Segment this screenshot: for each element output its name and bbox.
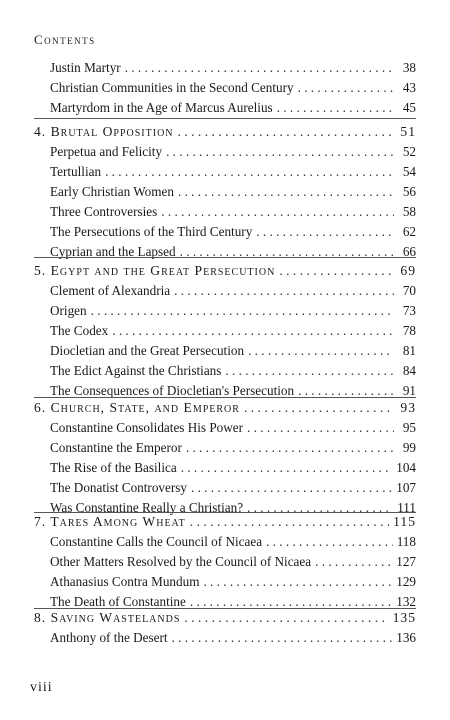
toc-entry-page: 56 xyxy=(402,184,416,199)
toc-chapter-4 xyxy=(34,122,416,262)
dot-leader xyxy=(190,512,389,532)
toc-entry-page: 132 xyxy=(396,594,416,609)
toc-entry-page: 99 xyxy=(402,440,416,455)
toc-chapter-8 xyxy=(34,604,416,648)
toc-entry xyxy=(34,458,416,478)
toc-entry-page: 78 xyxy=(402,323,416,338)
dot-leader xyxy=(178,182,394,202)
dot-leader xyxy=(91,301,394,321)
toc-entry-page: 91 xyxy=(402,383,416,398)
toc-entry-title: Tertullian xyxy=(50,164,102,179)
toc-entry xyxy=(34,162,416,182)
toc-entry-title: Three Controversies xyxy=(50,204,158,219)
dot-leader xyxy=(172,628,393,648)
chapter-page: 93 xyxy=(400,400,416,415)
toc-entry-title: Was Constantine Really a Christian? xyxy=(50,500,244,515)
toc-entry-page: 54 xyxy=(402,164,416,179)
dot-leader xyxy=(266,532,393,552)
chapter-title: 4. Brutal Opposition xyxy=(34,124,174,139)
toc-entry-page: 118 xyxy=(396,534,416,549)
running-head: Contents xyxy=(34,32,96,47)
toc-entry-title: Origen xyxy=(50,303,87,318)
toc-entry-page: 45 xyxy=(402,100,416,115)
dot-leader xyxy=(186,438,394,458)
toc-entry-title: Martyrdom in the Age of Marcus Aurelius xyxy=(50,100,273,115)
toc-entry-page: 70 xyxy=(402,283,416,298)
toc-entry-page: 84 xyxy=(402,363,416,378)
dot-leader xyxy=(178,122,394,142)
toc-entry-title: The Codex xyxy=(50,323,109,338)
toc-entry-page: 136 xyxy=(396,630,416,645)
toc-entry xyxy=(34,78,416,98)
toc-entry xyxy=(34,222,416,242)
toc-entry-title: The Persecutions of the Third Century xyxy=(50,224,253,239)
toc-section-continued xyxy=(34,58,416,118)
toc-entry-page: 111 xyxy=(397,500,416,515)
toc-chapter-heading xyxy=(34,512,416,532)
chapter-title: 8. Saving Wastelands xyxy=(34,610,181,625)
toc-entry xyxy=(34,98,416,118)
dot-leader xyxy=(279,261,394,281)
chapter-page: 135 xyxy=(392,610,416,625)
chapter-title: 6. Church, State, and Emperor xyxy=(34,400,240,415)
dot-leader xyxy=(105,162,394,182)
toc-entry xyxy=(34,418,416,438)
dot-leader xyxy=(125,58,394,78)
toc-entry-title: Diocletian and the Great Persecution xyxy=(50,343,245,358)
dot-leader xyxy=(244,398,394,418)
toc-entry xyxy=(34,242,416,262)
toc-entry-page: 58 xyxy=(402,204,416,219)
toc-entry xyxy=(34,572,416,592)
dot-leader xyxy=(247,418,394,438)
toc-entry xyxy=(34,552,416,572)
toc-entry xyxy=(34,478,416,498)
chapter-page: 51 xyxy=(400,124,416,139)
toc-entry-title: Other Matters Resolved by the Council of Nicaea xyxy=(50,554,312,569)
toc-entry xyxy=(34,281,416,301)
dot-leader xyxy=(191,478,392,498)
toc-entry-title: Perpetua and Felicity xyxy=(50,144,163,159)
dot-leader xyxy=(180,242,394,262)
dot-leader xyxy=(298,78,394,98)
toc-entry-page: 104 xyxy=(396,460,416,475)
toc-entry-page: 129 xyxy=(396,574,416,589)
toc-entry-page: 95 xyxy=(402,420,416,435)
toc-entry-title: Constantine the Emperor xyxy=(50,440,182,455)
chapter-title: 7. Tares Among Wheat xyxy=(34,514,186,529)
dot-leader xyxy=(203,572,392,592)
dot-leader xyxy=(181,458,393,478)
toc-entry-page: 52 xyxy=(402,144,416,159)
toc-entry xyxy=(34,341,416,361)
toc-entry xyxy=(34,142,416,162)
toc-entry-title: Christian Communities in the Second Century xyxy=(50,80,294,95)
toc-entry-title: Constantine Calls the Council of Nicaea xyxy=(50,534,263,549)
toc-chapter-heading xyxy=(34,122,416,142)
toc-entry-page: 73 xyxy=(402,303,416,318)
toc-entry xyxy=(34,58,416,78)
toc-entry-title: The Rise of the Basilica xyxy=(50,460,177,475)
toc-entry-page: 38 xyxy=(402,60,416,75)
toc-entry-page: 127 xyxy=(396,554,416,569)
toc-chapter-6 xyxy=(34,392,416,518)
toc-entry xyxy=(34,321,416,341)
toc-entry-page: 107 xyxy=(396,480,416,495)
toc-entry-title: Anthony of the Desert xyxy=(50,630,168,645)
toc-entry-title: The Donatist Controversy xyxy=(50,480,187,495)
toc-chapter-heading xyxy=(34,261,416,281)
toc-entry-title: The Death of Constantine xyxy=(50,594,186,609)
dot-leader xyxy=(315,552,392,572)
toc-entry xyxy=(34,361,416,381)
toc-entry-title: Constantine Consolidates His Power xyxy=(50,420,244,435)
toc-entry-title: The Consequences of Diocletian's Persecution xyxy=(50,383,295,398)
dot-leader xyxy=(166,142,394,162)
dot-leader xyxy=(112,321,394,341)
dot-leader xyxy=(174,281,394,301)
section-divider xyxy=(34,118,416,119)
dot-leader xyxy=(277,98,394,118)
toc-entry xyxy=(34,438,416,458)
toc-entry-title: Athanasius Contra Mundum xyxy=(50,574,200,589)
chapter-title: 5. Egypt and the Great Persecution xyxy=(34,263,276,278)
toc-chapter-heading xyxy=(34,608,416,628)
dot-leader xyxy=(161,202,394,222)
dot-leader xyxy=(248,341,394,361)
toc-chapter-5 xyxy=(34,261,416,401)
section-divider xyxy=(34,257,416,258)
toc-entry xyxy=(34,301,416,321)
toc-chapter-heading xyxy=(34,398,416,418)
toc-entry-page: 62 xyxy=(402,224,416,239)
toc-entry xyxy=(34,202,416,222)
chapter-page: 115 xyxy=(393,514,416,529)
toc-entry-title: Early Christian Women xyxy=(50,184,174,199)
toc-entry-page: 81 xyxy=(402,343,416,358)
dot-leader xyxy=(225,361,394,381)
toc-entry xyxy=(34,182,416,202)
chapter-page: 69 xyxy=(400,263,416,278)
toc-entry-page: 66 xyxy=(402,244,416,259)
dot-leader xyxy=(184,608,388,628)
toc-entry-title: The Edict Against the Christians xyxy=(50,363,222,378)
page-number: viii xyxy=(30,680,53,695)
toc-chapter-7 xyxy=(34,508,416,612)
toc-entry-title: Justin Martyr xyxy=(50,60,121,75)
toc-entry-title: Clement of Alexandria xyxy=(50,283,171,298)
toc-entry xyxy=(34,628,416,648)
toc-entry-page: 43 xyxy=(402,80,416,95)
dot-leader xyxy=(256,222,394,242)
toc-entry-title: Cyprian and the Lapsed xyxy=(50,244,176,259)
toc-entry xyxy=(34,532,416,552)
